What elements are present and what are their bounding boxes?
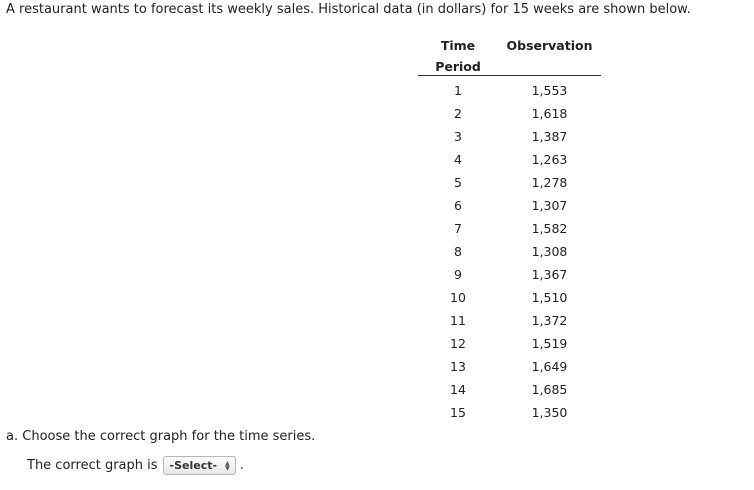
cell-observation: 1,308 bbox=[531, 244, 568, 259]
cell-observation: 1,618 bbox=[531, 106, 568, 121]
graph-select[interactable] bbox=[163, 456, 236, 475]
up-down-chevron-icon: ▲ ▼ bbox=[225, 459, 230, 472]
table-row bbox=[418, 125, 601, 148]
cell-time-period: 15 bbox=[450, 405, 466, 420]
cell-time-period: 9 bbox=[454, 267, 462, 282]
question-a bbox=[6, 429, 315, 444]
cell-observation: 1,263 bbox=[531, 152, 568, 167]
table-row bbox=[418, 309, 601, 332]
table-row bbox=[418, 401, 601, 424]
cell-observation: 1,367 bbox=[531, 267, 568, 282]
table-row bbox=[418, 355, 601, 378]
table-row bbox=[418, 79, 601, 102]
cell-time-period: 13 bbox=[450, 359, 466, 374]
cell-time-period: 12 bbox=[450, 336, 466, 351]
cell-observation: 1,350 bbox=[531, 405, 568, 420]
cell-observation: 1,685 bbox=[531, 382, 568, 397]
table-row bbox=[418, 240, 601, 263]
cell-observation: 1,649 bbox=[531, 359, 568, 374]
cell-observation: 1,307 bbox=[531, 198, 568, 213]
table-row bbox=[418, 286, 601, 309]
header-time-period bbox=[418, 35, 498, 77]
cell-time-period: 14 bbox=[450, 382, 466, 397]
cell-observation: 1,278 bbox=[531, 175, 568, 190]
answer-label: The correct graph is bbox=[27, 458, 158, 473]
cell-observation: 1,387 bbox=[531, 129, 568, 144]
table-header bbox=[418, 33, 601, 76]
cell-time-period: 3 bbox=[454, 129, 462, 144]
header-time-line1: Time bbox=[440, 38, 476, 53]
trailing-period: . bbox=[239, 458, 244, 473]
table-row bbox=[418, 194, 601, 217]
cell-time-period: 5 bbox=[454, 175, 462, 190]
cell-time-period: 4 bbox=[454, 152, 462, 167]
table-row bbox=[418, 148, 601, 171]
cell-observation: 1,372 bbox=[531, 313, 568, 328]
cell-observation: 1,582 bbox=[531, 221, 568, 236]
cell-time-period: 1 bbox=[454, 83, 462, 98]
table-row bbox=[418, 102, 601, 125]
table-row bbox=[418, 217, 601, 240]
table-row bbox=[418, 378, 601, 401]
cell-time-period: 8 bbox=[454, 244, 462, 259]
select-value: -Select- bbox=[169, 459, 218, 472]
cell-time-period: 11 bbox=[450, 313, 466, 328]
table-row bbox=[418, 263, 601, 286]
cell-observation: 1,510 bbox=[531, 290, 568, 305]
cell-time-period: 10 bbox=[450, 290, 466, 305]
header-time-line2: Period bbox=[435, 59, 481, 74]
question-prefix: a. bbox=[6, 429, 19, 444]
table-body bbox=[418, 79, 601, 424]
intro-text: A restaurant wants to forecast its weekly sales. Historical data (in dollars) for 15 weeks are shown below. bbox=[6, 2, 691, 17]
cell-time-period: 7 bbox=[454, 221, 462, 236]
cell-observation: 1,519 bbox=[531, 336, 568, 351]
cell-time-period: 2 bbox=[454, 106, 462, 121]
data-table bbox=[418, 33, 601, 424]
cell-time-period: 6 bbox=[454, 198, 462, 213]
question-text: Choose the correct graph for the time series. bbox=[22, 429, 316, 444]
answer-line bbox=[27, 456, 244, 475]
table-row bbox=[418, 332, 601, 355]
header-observation: Observation bbox=[506, 38, 593, 53]
table-row bbox=[418, 171, 601, 194]
cell-observation: 1,553 bbox=[531, 83, 568, 98]
